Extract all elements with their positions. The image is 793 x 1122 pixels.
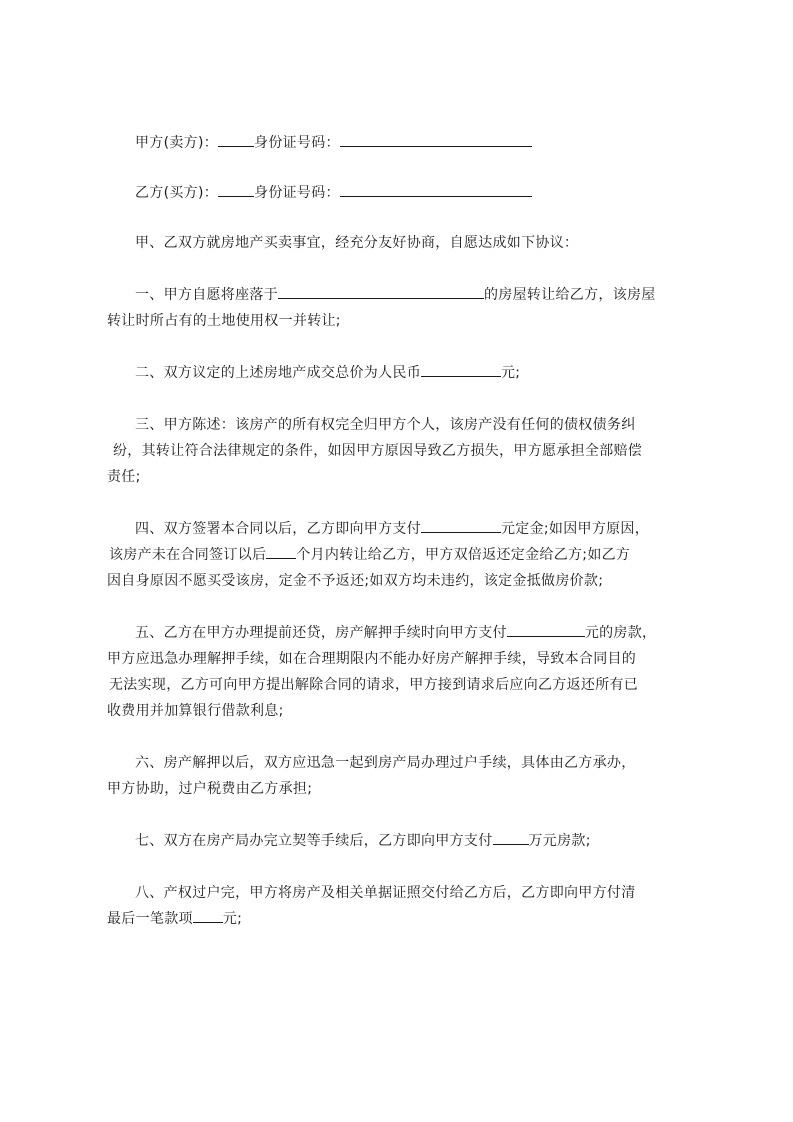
clause-3-line-2: 纷，其转让符合法律规定的条件，如因甲方原因导致乙方损失，甲方愿承担全部赔偿: [113, 443, 643, 459]
clause-3-line-3: 责任;: [107, 469, 141, 485]
clause-2-end: 元;: [501, 365, 521, 381]
clause-4-line-3: 因自身原因不愿买受该房，定金不予返还;如双方均未违约，该定金抵做房价款;: [107, 573, 604, 589]
clause-3-line-1: 三、甲方陈述：该房产的所有权完全归甲方个人，该房产没有任何的债权债务纠: [135, 417, 636, 433]
party-a-id-label: 身份证号码：: [254, 135, 340, 151]
clause-1-end: 转让时所占有的土地使用权一并转让;: [107, 313, 341, 329]
clause-8-line-1: 八、产权过户完，甲方将房产及相关单据证照交付给乙方后，乙方即向甲方付清: [135, 885, 636, 901]
clause-2-start: 二、双方议定的上述房地产成交总价为人民币: [135, 365, 421, 381]
clause-1: [107, 282, 707, 334]
clause-5-line-2: 甲方应迅急办理解押手续，如在合理期限内不能办好房产解押手续，导致本合同目的: [107, 651, 637, 667]
clause-5-mid: 元的房款，: [584, 625, 657, 641]
clause-8-final-blank: [193, 907, 223, 923]
party-b-name-blank: [218, 181, 254, 197]
party-b-id-label: 身份证号码：: [254, 185, 340, 201]
clause-4-line-2b: 个月内转让给乙方，甲方双倍返还定金给乙方;如乙方: [296, 547, 631, 563]
clause-4-deposit-blank: [421, 517, 501, 533]
clause-7-amount-blank: [493, 829, 529, 845]
clause-1-mid: 的房屋转让给乙方，该房屋: [484, 287, 656, 303]
clause-2-price-blank: [421, 361, 501, 377]
clause-3: [107, 412, 707, 490]
clause-5-line-4: 收费用并加算银行借款利息;: [107, 703, 284, 719]
clause-1-location-blank: [278, 283, 484, 299]
clause-5-payment-blank: [507, 621, 585, 637]
clause-4: [107, 516, 707, 594]
preamble-text: 甲、乙双方就房地产买卖事宜，经充分友好协商，自愿达成如下协议：: [135, 235, 579, 251]
clause-5: [107, 620, 707, 724]
clause-5-start: 五、乙方在甲方办理提前还贷，房产解押手续时向甲方支付: [135, 625, 507, 641]
clause-1-start: 一、甲方自愿将座落于: [135, 287, 278, 303]
contract-body: [107, 130, 707, 932]
clause-4-start: 四、双方签署本合同以后，乙方即向甲方支付: [135, 521, 421, 537]
clause-8-line-2b: 元;: [222, 911, 243, 927]
clause-5-line-3: 无法实现，乙方可向甲方提出解除合同的请求，甲方接到请求后应向乙方返还所有已: [109, 677, 639, 693]
clause-7-end: 万元房款;: [528, 833, 591, 849]
preamble: [107, 230, 707, 256]
party-b-id-blank: [340, 181, 532, 197]
clause-2: [107, 360, 707, 386]
party-a-label: 甲方(卖方)：: [135, 135, 219, 151]
party-a-id-blank: [340, 131, 532, 147]
party-a-line: [107, 130, 707, 156]
clause-6-line-1: 六、房产解押以后，双方应迅急一起到房产局办理过户手续，具体由乙方承办，: [135, 755, 636, 771]
clause-6-line-2: 甲方协助，过户税费由乙方承担;: [107, 781, 313, 797]
clause-4-line-2a: 该房产未在合同签订以后: [109, 547, 267, 563]
party-b-line: [107, 180, 707, 206]
party-a-name-blank: [218, 131, 254, 147]
clause-6: [107, 750, 707, 802]
clause-4-mid: 元定金;如因甲方原因，: [501, 521, 650, 537]
clause-4-months-blank: [266, 543, 296, 559]
party-b-label: 乙方(买方)：: [135, 185, 219, 201]
clause-8: [107, 880, 707, 932]
clause-8-line-2a: 最后一笔款项: [107, 911, 193, 927]
clause-7-start: 七、双方在房产局办完立契等手续后，乙方即向甲方支付: [135, 833, 493, 849]
clause-7: [107, 828, 707, 854]
